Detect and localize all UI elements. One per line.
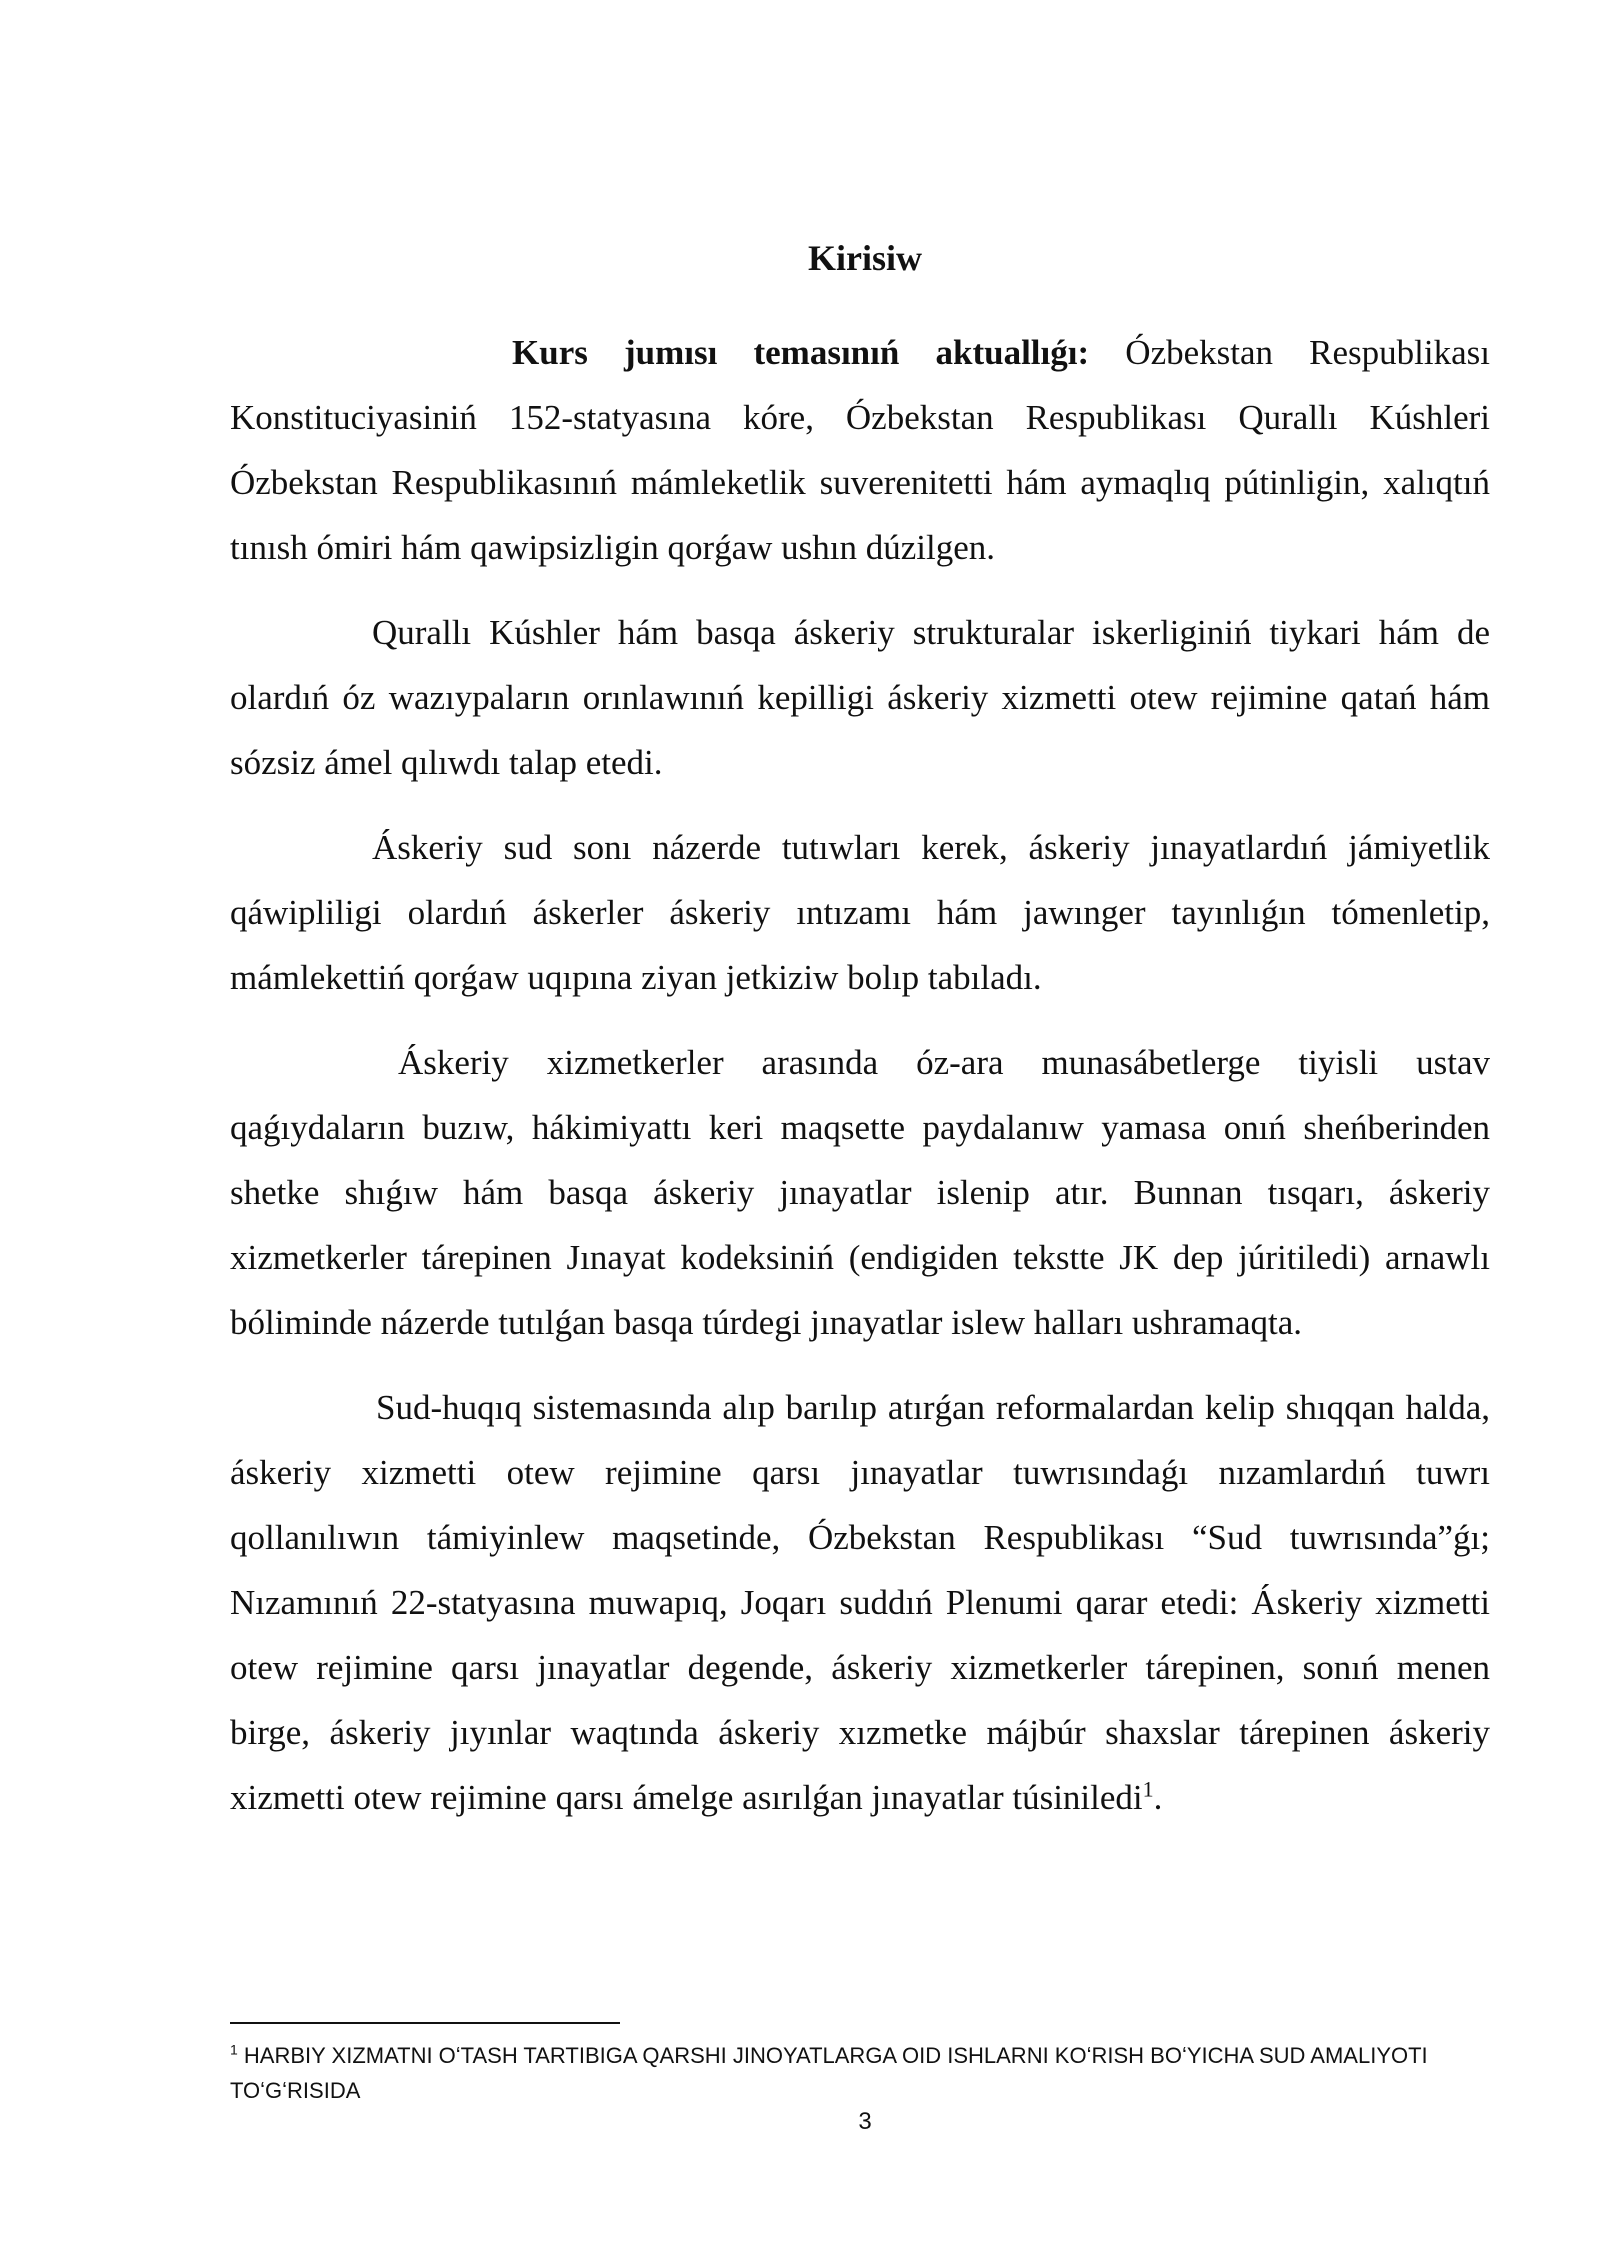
page-title: Kirisiw [808, 238, 922, 278]
footnote-reference: 1 [1142, 1776, 1154, 1802]
paragraph-1 [230, 320, 1490, 580]
paragraph-2 [230, 600, 1490, 795]
paragraph-text: Áskeriy xizmetkerler arasında óz-ara munasábetlerge tiyisli ustav qaǵıydaların buzıw, hákimiyattı keri maqsette paydalanıw yamasa onıń sheńberinden shetke shıǵıw hám basqa áskeriy jınayatlar islenip atır. Bunnan tısqarı, áskeriy xizmetkerler tárepinen Jınayat kodeksiniń (endigiden tekstte JK dep júritiledi) arnawlı bóliminde názerde tutılǵan basqa túrdegi jınayatlar islew halları ushramaqta. [230, 1043, 1490, 1342]
paragraph-5 [230, 1375, 1490, 1830]
paragraph-4 [230, 1030, 1490, 1355]
footnote-text: HARBIY XIZMATNI OʻTASH TARTIBIGA QARSHI JINOYATLARGA OID ISHLARNI KOʻRISH BOʻYICHA SUD AMALIYOTI TOʻGʻRISIDA [230, 2043, 1428, 2103]
footnote-divider [230, 2022, 620, 2024]
paragraph-text: Ózbekstan Respublikası Konstituciyasiniń 152-statyasına kóre, Ózbekstan Respublikası Qurallı Kúshleri Ózbekstan Respublikasınıń mámleketlik suverenitetti hám aymaqlıq pútinligin, xalıqtıń tınısh ómiri hám qawipsizligin qorǵaw ushın dúzilgen. [230, 333, 1490, 567]
paragraph-text: Sud-huqıq sistemasında alıp barılıp atırǵan reformalardan kelip shıqqan halda, áskeriy xizmetti otew rejimine qarsı jınayatlar tuwrısındaǵı nızamlardıń tuwrı qollanılıwın támiyinlew maqsetinde, Ózbekstan Respublikası “Sud tuwrısında”ǵı; Nızamınıń 22-statyasına muwapıq, Joqarı suddıń Plenumi qarar etedi: Áskeriy xizmetti otew rejimine qarsı jınayatlar degende, áskeriy xizmetkerler tárepinen, sonıń menen birge, áskeriy jıyınlar waqtında áskeriy xızmetke májbúr shaxslar tárepinen áskeriy xizmetti otew rejimine qarsı ámelge asırılǵan jınayatlar túsiniledi [230, 1388, 1490, 1817]
paragraph-3 [230, 815, 1490, 1010]
footnote-marker: 1 [230, 2041, 238, 2058]
paragraph-tail: . [1153, 1778, 1163, 1817]
footnote [230, 2038, 1490, 2108]
paragraph-text: Áskeriy sud sonı názerde tutıwları kerek, áskeriy jınayatlardıń jámiyetlik qáwipliligi olardıń áskerler áskeriy ıntızamı hám jawınger tayınlıǵın tómenletip, mámlekettiń qorǵaw uqıpına ziyan jetkiziw bolıp tabıladı. [230, 828, 1490, 997]
body-text [230, 320, 1490, 1850]
paragraph-text: Qurallı Kúshler hám basqa áskeriy strukturalar iskerliginiń tiykari hám de olardıń óz wazıypaların orınlawınıń kepilligi áskeriy xizmetti otew rejimine qatań hám sózsiz ámel qılıwdı talap etedi. [230, 613, 1490, 782]
page-number: 3 [858, 2108, 872, 2135]
paragraph-lead: Kurs jumısı temasınıń aktuallıǵı: [512, 333, 1090, 372]
